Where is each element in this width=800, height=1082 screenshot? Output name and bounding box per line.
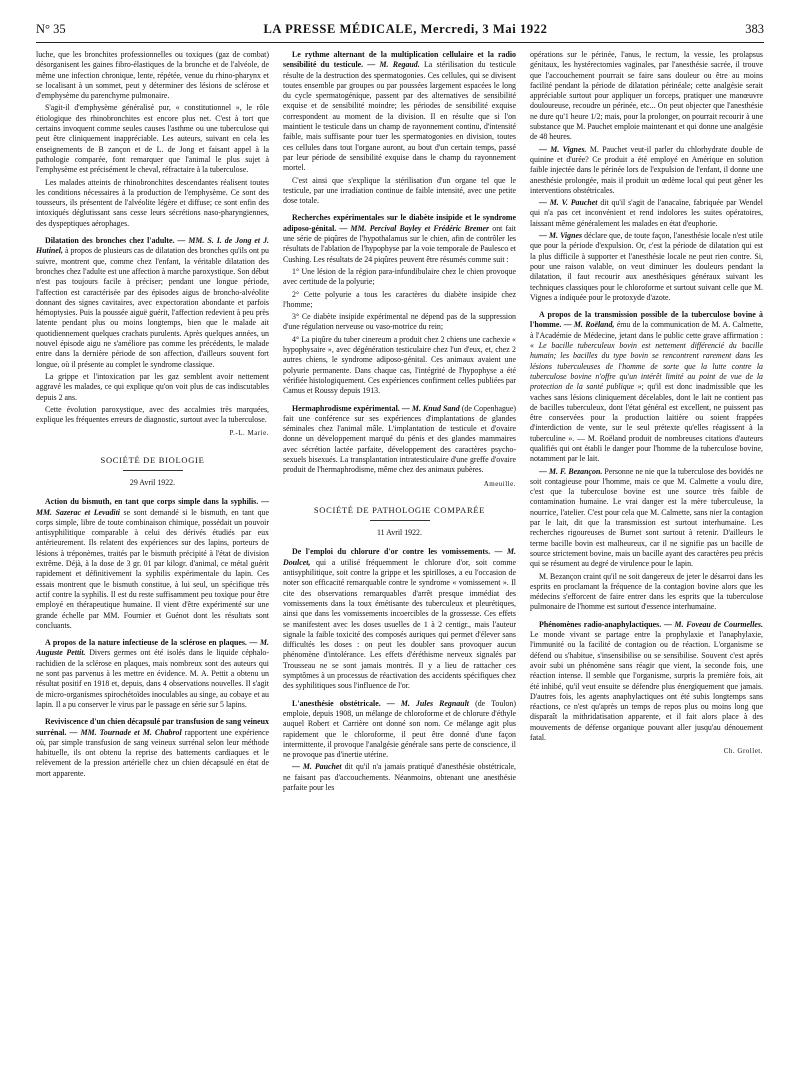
communication-text: »; qu'il est donc inadmissible que les vaches sans lésions cliniquement décelables, dont le lait ne contient pas de bacilles tuberculeux, dont l'état général est excellent, ne puissent pas être conservées pour la production laitière ou soient frappées d'interdiction de vente, sur le seul prétexte qu'elles réagissent à la tuberculine ». — M. Roëland produit de nombreuses citations d'auteurs qualifiés qui ont établi le danger pour l'homme de la tuberculose bovine, notamment par le lait. (530, 382, 763, 464)
page-header (36, 22, 764, 42)
communication (283, 762, 516, 793)
paragraph: luche, que les bronchites professionnelles ou toxiques (gaz de combat) désorganisent les gaines fibro-élastiques de la bronche et de l'alvéole, de même une infection chronique, lente, répétée, venue du rhino-pharynx et se localisant à un sommet, peut y déterminer des lésions de sclérose et d'emphysème du parenchyme pulmonaire. (36, 50, 269, 101)
communication-authors: — M. Foveau de Courmelles. (663, 619, 763, 629)
column-3 (530, 50, 763, 1070)
journal-title: LA PRESSE MÉDICALE, Mercredi, 3 Mai 1922 (263, 22, 548, 36)
communication-text: dit qu'il n'a jamais pratiqué d'anesthésie obstétricale, ne faisant pas d'accouchements. Néanmoins, obtenant une anesthésie parfaite pour les (283, 762, 516, 792)
paragraph: La grippe et l'intoxication par les gaz semblent avoir nettement aggravé les malades, ce qui explique qu'on voit plus de cas indiscutables depuis 2 ans. (36, 371, 269, 402)
communication-authors: — MM. Tournade et M. Chabrol (69, 727, 182, 737)
section-date: 29 Avril 1922. (129, 477, 176, 487)
communication-authors: — M. Knud Sand (401, 403, 460, 413)
communication (283, 699, 516, 761)
communication (530, 198, 763, 229)
communication (36, 638, 269, 710)
section-title: SOCIÉTÉ DE PATHOLOGIE COMPARÉE (313, 504, 486, 515)
list-item: 1° Une lésion de la région para-infundibulaire chez le chien provoque avec certitude de la polyurie; (283, 266, 516, 287)
communication-text: ont fait une série de piqûres de l'hypothalamus sur le chien, afin de contrôler les résultats de l'ablation de l'hypophyse par la voie temporale de Paulesco et Cushing. Les résultats de 24 piqûres peuvent être résumés comme suit : (283, 223, 516, 264)
column-2 (283, 50, 516, 1070)
communication-title: Action du bismuth, en tant que corps simple dans la syphilis. (45, 497, 259, 507)
communication-title: De l'emploi du chlorure d'or contre les vomissements. (292, 547, 491, 557)
communication-title: Recherches expérimentales sur le diabète insipide et le syndrome adiposo-génital. (283, 213, 516, 233)
communication-authors: — M. V. Pauchet (539, 198, 598, 208)
list-item: 2° Cette polyurie a tous les caractères du diabète insipide chez l'homme; (283, 289, 516, 309)
communication-title: Dilatation des bronches chez l'adulte. (45, 236, 175, 246)
article-columns (36, 50, 764, 1070)
communication-title: Hermaphrodisme expérimental. (292, 403, 400, 413)
paragraph: M. Bezançon craint qu'il ne soit dangereux de jeter le désarroi dans les esprits en proclamant la fréquence de la contagion bovine alors que les médecins s'efforcent de faire entrer dans les esprits que la tuberculose pulmonaire de l'homme est surtout d'essence interhumaine. (530, 571, 763, 612)
list-item: 4° La piqûre du tuber cinereum a produit chez 2 chiens une cachexie « hypophysaire », avec dégénération testiculaire chez l'un d'eux, et, chez 2 autres chiens, le syndrome adiposo-génital. Ces animaux avaient une polyurie permanente. Dans chaque cas, l'intégrité de l'hypophyse a été vérifiée histologiquement. Ces expériences confirment celles publiées par Camus et Roussy depuis 1913. (283, 334, 516, 396)
signature: P.-L. Marie. (229, 429, 269, 438)
communication-text: (de Toulon) emploie, depuis 1908, un mélange de chloroforme et de chlorure d'éthyle auquel Robert et Carrière ont donné son nom. Ce mélange agit plus rapidement que le chloroforme, il peut être donné d'une façon intermittente, il provoque l'analgésie générale sans perte de conscience, il ne provoque pas d'inertie utérine. (283, 698, 516, 760)
communication-text: Personne ne nie que la tuberculose des bovidés ne soit contagieuse pour l'homme, mais ce que M. Calmette a voulu dire, c'est que la tuberculose bovine est une source très faible de contamination humaine. Le vrai danger est la mère tuberculeuse, la nourrice, l'atelier. C'est pour cela que M. Calmette, sans nier la contagion par le lait, dit que la transmission est surtout interhumaine. Les recherches rigoureuses de Burnet sont surtout à retenir. D'ailleurs le terme bacille bovin est malheureux, car il ne signifie pas un bacille de source strictement bovine, mais un bacille ayant des caractères peu précis qui se résument au degré de virulence pour le lapin. (530, 466, 763, 569)
communication-text: (de Copenhague) fait une conférence sur ses expériences d'implantations de glandes séminales chez l'animal mâle. L'implantation de testicule et d'ovaire donne un développement marqué du pénis et des glandes mammaires avec sécrétion lactée parfaite, développement des caractères psycho-sexuels bisexués. La transplantation intratesticulaire d'une greffe d'ovaire produit de l'hermaphrodisme, même chez des animaux pubères. (283, 403, 516, 475)
paragraph: C'est ainsi que s'explique la stérilisation d'un organe tel que le testicule, par une irradiation continue de faible intensité, avec une petite dose totale. (283, 175, 516, 206)
communication-text: ému de la communication de M. A. Calmette, à l'Académie de Médecine, jetant dans le public cette grave affirmation : « (530, 320, 763, 351)
communication-title: Le rythme alternant de la multiplication cellulaire et la radio sensibilité du testicule. (283, 50, 516, 70)
list-item: 3° Ce diabète insipide expérimental ne dépend pas de la suppression d'une régulation nerveuse ou vaso-motrice du rein; (283, 312, 516, 332)
communication-authors: — MM. Sazerac et Levaditi (36, 497, 269, 517)
communication-authors: — M. Auguste Pettit. (36, 638, 269, 658)
signature: Ameuille. (483, 479, 516, 488)
communication-authors: — M. Doulcet, (283, 547, 516, 567)
section-rule (123, 470, 183, 471)
communication-text: qui a utilisé fréquemment le chlorure d'or, soit comme antisyphilitique, soit contre la grippe et les spirilloses, a eu l'occasion de noter son efficacité remarquable contre le syndrome « vomissement ». Il cite des observations remarquables d'arrêt presque immédiat des vomissements dans la toux émétisante des tuberculeux et pleurétiques, ainsi que dans les vomissements incoercibles de la grossesse. Ces effets se manifestent avec les doses usuelles de 1 à 2 centigr., mais l'auteur signale la faible toxicité des composés auriques qui permet d'élever sans difficultés les doses : on peut les doubler sans provoquer aucun phénomène d'intolérance. Les effets d'éréthisme nerveux signalés par Trousseau ne se sont jamais montrés. Il y a lieu de rattacher ces symptômes à un processus de réactivation des accidents spécifiques chez des syphilitiques sous l'influence de l'or. (283, 557, 516, 691)
communication-title: Phénomènes radio-anaphylactiques. (539, 619, 662, 629)
communication-authors: — M. Vignes (539, 231, 583, 241)
communication-authors: — MM. S. I. de Jong et J. Hutinel, (36, 236, 269, 256)
communication-text: M. Pauchet veut-il parler du chlorhydrate double de quinine et d'urée? Ce produit a été employé en Amérique en solution faible injectée dans le périnée lors de l'expulsion de l'enfant, il donne une anesthésie prolongée, mais il produit un œdème local qui peut gêner les interventions obstétricales. (530, 144, 763, 195)
communication (283, 404, 516, 476)
communication-title: Reviviscence d'un chien décapsulé par transfusion de sang veineux surrénal. (36, 717, 269, 737)
communication-text: La stérilisation du testicule résulte de la destruction des spermatogonies. Ces cellules, qui se divisent toutes ensemble par groupes ou par poussées largement espacées le long du cycle spermatogénique, passent par des alternatives de sensibilité exquise et de sensibilité moindre; les périodes de sensibilité exquise correspondent au moment de la division. Il en résulte que si l'on maintient le testicule dans un champ de rayonnement continu, d'intensité faible, mais suffisante pour tuer les spermatogonies en division, toutes ces cellules dans tout l'organe auront, au bout d'un certain temps, passé par leur période de sensibilité exquise dans le champ du rayonnement mortel. (283, 60, 516, 173)
communication-text: déclare que, de toute façon, l'anesthésie locale n'est utile que pour la période d'expulsion. Or, c'est la période de dilatation qui est la plus difficile à supporter et l'anesthésie locale ne peut rien contre. Si, pour une raison valable, on veut diminuer les douleurs pendant la dilatation, il faut recourir aux anesthésiques généraux suivant les techniques classiques pour le chloroforme et surtout suivant celle que M. Vignes a indiquée pour le protoxyde d'azote. (530, 231, 763, 302)
communication (530, 620, 763, 744)
communication-authors: — MM. Percival Bayley et Frédéric Bremer (339, 223, 490, 233)
communication-title: L'anesthésie obstétricale. (292, 698, 381, 708)
communication-text: Divers germes ont été isolés dans le liquide céphalo-rachidien de la sclérose en plaques, mais nombreux sont des auteurs qui ne sont pas parvenus à les mettre en évidence. M. A. Pettit a obtenu un résultat positif en 1918 et, depuis, dans 4 observations nouvelles. Il s'agit de micro-organismes spirochétoïdes inoculables au singe, au cobaye et au lapin. Il a pu conserver le virus par le passage en série sur 5 lapins. (36, 648, 269, 709)
communication-text: rapportent une expérience où, par simple transfusion de sang veineux surrénal selon leur méthode habituelle, ils ont obtenu la reprise des battements cardiaques et le relèvement de la pression artérielle chez un chien décapsulé en état de mort apparente. (36, 727, 269, 778)
communication-title: A propos de la transmission possible de la tuberculose bovine à l'homme. (530, 310, 763, 330)
communication (530, 310, 763, 464)
paragraph: S'agit-il d'emphysème généralisé pur, « constitutionnel », le rôle étiologique des rhinobronchites est encore plus net. C'est à tort que certains invoquent comme seules causes l'asthme ou une tuberculose qui peut être cliniquement inappréciable. Les auteurs, suivant en cela les enseignements de B zançon et de L. de Jong et faisant appel à la pathologie comparée, font remarquer que l'animal le plus sujet à l'emphysème est précisément le cheval, réfractaire à la tuberculose. (36, 103, 269, 175)
issue-number: N° 35 (36, 22, 66, 36)
communication (283, 213, 516, 264)
communication-text: Le monde vivant se partage entre la prophylaxie et l'anaphylaxie, l'immunité ou la facilité de contagion ou de réaction. L'organisme se défend ou s'habitue, s'insensibilise ou se sensibilise. Souvent c'est après avoir subi un phénomène sans réagir que vient, la seconde fois, une réaction intense. Il semble que l'organisme, surpris la première fois, ait été inhibé, qu'il veut ensuite se défendre plus énergiquement que jamais. D'autres fois, les agents anaphylactiques ont été subis longtemps sans réactions, ce n'est qu'après un temps de repos plus ou moins long que disparaît la mithridatisation apparente, et il fait alors place à des mouvements de défense organique pouvant aller jusqu'au dénouement fatal. (530, 630, 763, 742)
communication (530, 467, 763, 570)
quotation: Le bacille tuberculeux bovin est nettement différencié du bacille humain; les bacilles du type bovin se rencontrent rarement dans les lésions tuberculeuses de l'homme de sorte que la lutte contre la tuberculose bovine n'offre qu'un intérêt limité au point de vue de la protection de la santé publique (530, 341, 763, 392)
section-title: SOCIÉTÉ DE BIOLOGIE (100, 454, 205, 465)
communication-authors: — M. F. Bezançon. (539, 466, 603, 476)
communication-text: se sont demandé si le bismuth, en tant que corps simple, libre de toute combinaison chimique, possédait un pouvoir antisyphilitique comparable à celui des dérivés étudiés par eux antérieurement. Ils relatent des expériences sur des lapins, porteurs de lésions à tréponèmes, traités par le bismuth précipité à l'état de division extrême. Déjà, à la dose de 3 gr. 01 par kilogr. d'animal, ce métal guérit rapidement et définitivement la syphilis expérimentale du lapin. Ces essais montrent que le bismuth constitue, à lui seul, un spécifique très actif contre la syphilis. Il est du reste suffisamment peu toxique pour être employé en thérapeutique humaine. Il vient d'être expérimenté sur une grande échelle par MM. Fournier et Guénot dont les résultats sont concluants. (36, 507, 269, 630)
communication-authors: — M. Regaud. (367, 60, 420, 70)
communication (530, 231, 763, 303)
communication (283, 50, 516, 174)
communication-text: dit qu'il s'agit de l'anacaïne, fabriquée par Wendel qui n'a pas cet inconvénient et rend indolores les suites opératoires, laissant même généralement les malades en état d'euphorie. (530, 198, 763, 228)
header-rule (36, 42, 764, 43)
communication-authors: — M. Roëland, (563, 320, 615, 330)
section-date: 11 Avril 1922. (377, 528, 422, 538)
communication (36, 236, 269, 370)
column-1 (36, 50, 269, 1070)
communication-text: à propos de plusieurs cas de dilatation des bronches qu'ils ont pu suivre, montrent que, comme chez l'enfant, la véritable dilatation des bronches chez l'adulte est une affection à marche paroxystique. Son début n'est pas toujours facile à préciser; pendant une longue période, l'affection est caractérisée par des épisodes aigus de broncho-alvéolite donnant des signes cavitaires, avec expectoration abondante et parfois hémoptysies. Puis la poussée aiguë guérit, l'affection redevient à peu près latente pendant plus ou moins longtemps, bien que le malade ait quotidiennement quelques crachats purulents. Après quelques années, un nouvel épisode aigu ne s'améliore pas comme les précédents, le malade entre dans la dernière période de son affection, d'ailleurs souvent fort longue, où il présente au complet le syndrome classique. (36, 246, 269, 369)
communication (283, 547, 516, 691)
paragraph: Les malades atteints de rhinobronchites descendantes réalisent toutes les conditions nécessaires à la production de l'emphysème. Ce sont des tousseurs, ils présentent de l'alvéolite légère et diffuse; ce sont enfin des intoxiqués déglutissant sans cesse leurs sécrétions naso-pharyngiennes, des dyspeptiques aérophages. (36, 177, 269, 228)
communication-authors: — M. Jules Regnault (386, 698, 469, 708)
page-number: 383 (745, 22, 764, 36)
signature: Ch. Grollet. (723, 747, 763, 756)
communication (36, 717, 269, 779)
paragraph: Cette évolution paroxystique, avec des accalmies très marquées, explique les fréquentes erreurs de diagnostic, surtout avec la tuberculose. (36, 404, 269, 425)
paragraph: opérations sur le périnée, l'anus, le rectum, la vessie, les prolapsus génitaux, les hystérectomies vaginales, par l'anesthésie sacrée, il trouve que l'accouchement pourrait se faire sans douleur ou être au moins facilité pendant la période de dilatation périnéale; cette analgésie serait appréciable surtout pour appliquer un forceps, pratiquer une manœuvre douloureuse, recoudre un périnée, etc... On peut objecter que l'anesthésie ne dure qu'1 heure 1/2; mais, pour la prolonger, on pourrait recourir à une substance que M. Pauchet emploie maintenant et qui donne une analgésie de 48 heures. (530, 50, 763, 142)
communication-authors: — M. Vignes. (539, 144, 587, 154)
communication-title: A propos de la nature infectieuse de la sclérose en plaques. (45, 638, 247, 648)
section-rule (370, 520, 430, 521)
communication (530, 145, 763, 196)
communication-authors: — M. Pauchet (292, 762, 342, 772)
communication (36, 497, 269, 631)
